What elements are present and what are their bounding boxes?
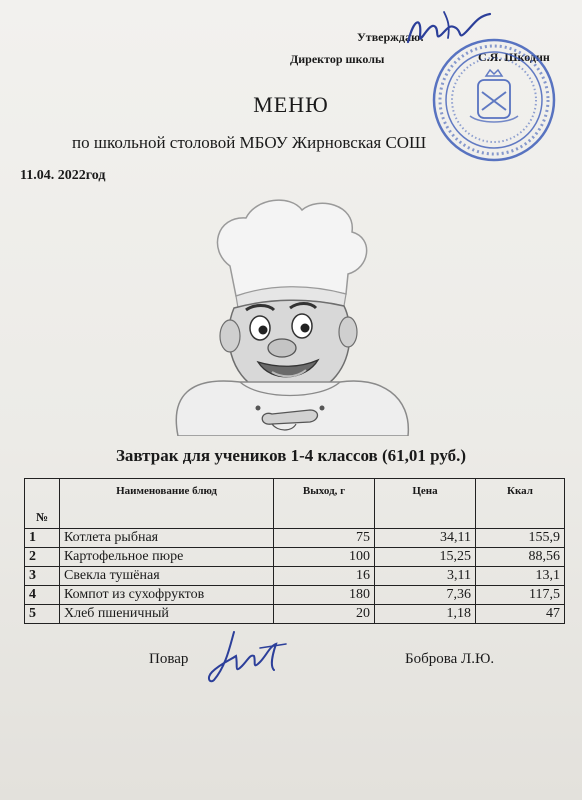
- table-title: Завтрак для учеников 1-4 классов (61,01 руб.): [115, 446, 467, 465]
- cook-name: Боброва Л.Ю.: [405, 651, 495, 667]
- dish-kcal: 88,56: [476, 548, 565, 567]
- cook-label: Повар: [149, 651, 189, 667]
- dish-yield: 75: [274, 529, 375, 548]
- header-dish-name: Наименование блюд: [60, 479, 274, 529]
- table-row: [25, 586, 565, 605]
- dish-price: 15,25: [375, 548, 476, 567]
- dish-yield: 100: [274, 548, 375, 567]
- dish-kcal: 117,5: [476, 586, 565, 605]
- header-kcal: Ккал: [476, 479, 565, 529]
- dish-name: Котлета рыбная: [60, 529, 274, 548]
- dish-price: 7,36: [375, 586, 476, 605]
- table-row: [25, 548, 565, 567]
- row-number: 1: [25, 529, 60, 548]
- menu-table: [24, 478, 565, 624]
- chef-illustration: [160, 186, 420, 436]
- dish-kcal: 13,1: [476, 567, 565, 586]
- dish-price: 3,11: [375, 567, 476, 586]
- menu-date: 11.04. 2022год: [20, 168, 106, 183]
- dish-price: 34,11: [375, 529, 476, 548]
- header-price: Цена: [375, 479, 476, 529]
- cook-signature: [200, 626, 290, 686]
- dish-kcal: 47: [476, 605, 565, 624]
- header-yield: Выход, г: [274, 479, 375, 529]
- row-number: 5: [25, 605, 60, 624]
- page-subtitle: по школьной столовой МБОУ Жирновская СОШ: [72, 133, 427, 152]
- table-row: [25, 605, 565, 624]
- table-row: [25, 567, 565, 586]
- director-name: С.Я. Шкодин: [478, 50, 550, 64]
- dish-name: Свекла тушёная: [60, 567, 274, 586]
- page-title: МЕНЮ: [253, 92, 329, 117]
- dish-name: Картофельное пюре: [60, 548, 274, 567]
- director-label: Директор школы: [290, 52, 385, 66]
- dish-name: Компот из сухофруктов: [60, 586, 274, 605]
- row-number: 3: [25, 567, 60, 586]
- dish-yield: 20: [274, 605, 375, 624]
- approval-label: Утверждаю:: [357, 30, 425, 44]
- table-row: [25, 529, 565, 548]
- dish-yield: 16: [274, 567, 375, 586]
- header-number: №: [25, 479, 60, 529]
- dish-kcal: 155,9: [476, 529, 565, 548]
- row-number: 2: [25, 548, 60, 567]
- dish-yield: 180: [274, 586, 375, 605]
- row-number: 4: [25, 586, 60, 605]
- table-header-row: [25, 479, 565, 529]
- dish-price: 1,18: [375, 605, 476, 624]
- dish-name: Хлеб пшеничный: [60, 605, 274, 624]
